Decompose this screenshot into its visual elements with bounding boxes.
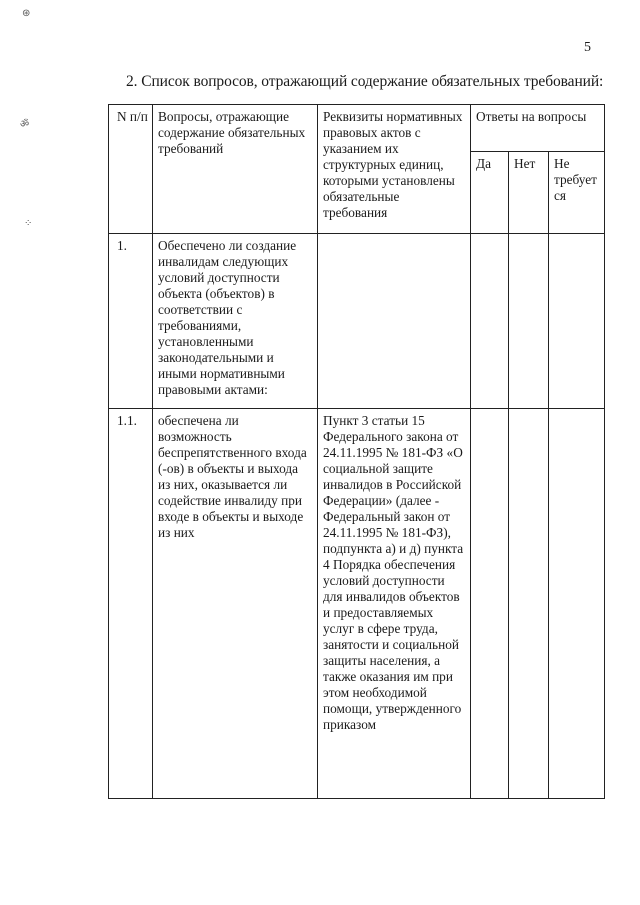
table-row xyxy=(109,409,605,799)
header-yes: Да xyxy=(471,152,509,234)
header-answers: Ответы на вопросы xyxy=(471,105,605,152)
header-questions: Вопросы, отражающие содержание обязательных требований xyxy=(153,105,318,234)
stamp-mark-lower: ⁘ xyxy=(24,218,33,229)
section-title: 2. Список вопросов, отражающий содержание обязательных требований: xyxy=(126,73,604,90)
table-row xyxy=(109,234,605,409)
header-no: Нет xyxy=(509,152,549,234)
row-num: 1.1. xyxy=(109,409,153,799)
stamp-mark-top: ⊛ xyxy=(22,8,31,19)
row-question: Обеспечено ли создание инвалидам следующих условий доступности объекта (объектов) в соответствии с требованиями, установленными законодательными и иными нормативными правовыми актами: xyxy=(153,234,318,409)
answer-yes-cell[interactable] xyxy=(471,234,509,409)
requirements-table xyxy=(108,104,605,799)
header-requisites: Реквизиты нормативных правовых актов с указанием их структурных единиц, которыми установлены обязательные требования xyxy=(318,105,471,234)
header-num: N п/п xyxy=(109,105,153,234)
row-requisites: Пункт 3 статьи 15 Федерального закона от 24.11.1995 № 181-ФЗ «О социальной защите инвалидов в Российской Федерации» (далее - Федеральный закон от 24.11.1995 № 181-ФЗ), подпункта а) и д) пункта 4 Порядка обеспечения условий доступности для инвалидов объектов и предоставляемых услуг в сфере труда, занятости и социальной защиты населения, а также оказания им при этом необходимой помощи, утвержденного приказом xyxy=(318,409,471,799)
header-not-required: Не требуется xyxy=(549,152,605,234)
row-requisites xyxy=(318,234,471,409)
table-header-row xyxy=(109,105,605,152)
answer-yes-cell[interactable] xyxy=(471,409,509,799)
row-num: 1. xyxy=(109,234,153,409)
page-number: 5 xyxy=(584,40,591,55)
row-question: обеспечена ли возможность беспрепятственного входа (-ов) в объекты и выхода из них, оказывается ли содействие инвалиду при входе в объекты и выходе из них xyxy=(153,409,318,799)
answer-no-cell[interactable] xyxy=(509,409,549,799)
stamp-mark-middle: ॐ xyxy=(20,119,30,130)
answer-not-required-cell[interactable] xyxy=(549,234,605,409)
answer-no-cell[interactable] xyxy=(509,234,549,409)
answer-not-required-cell[interactable] xyxy=(549,409,605,799)
